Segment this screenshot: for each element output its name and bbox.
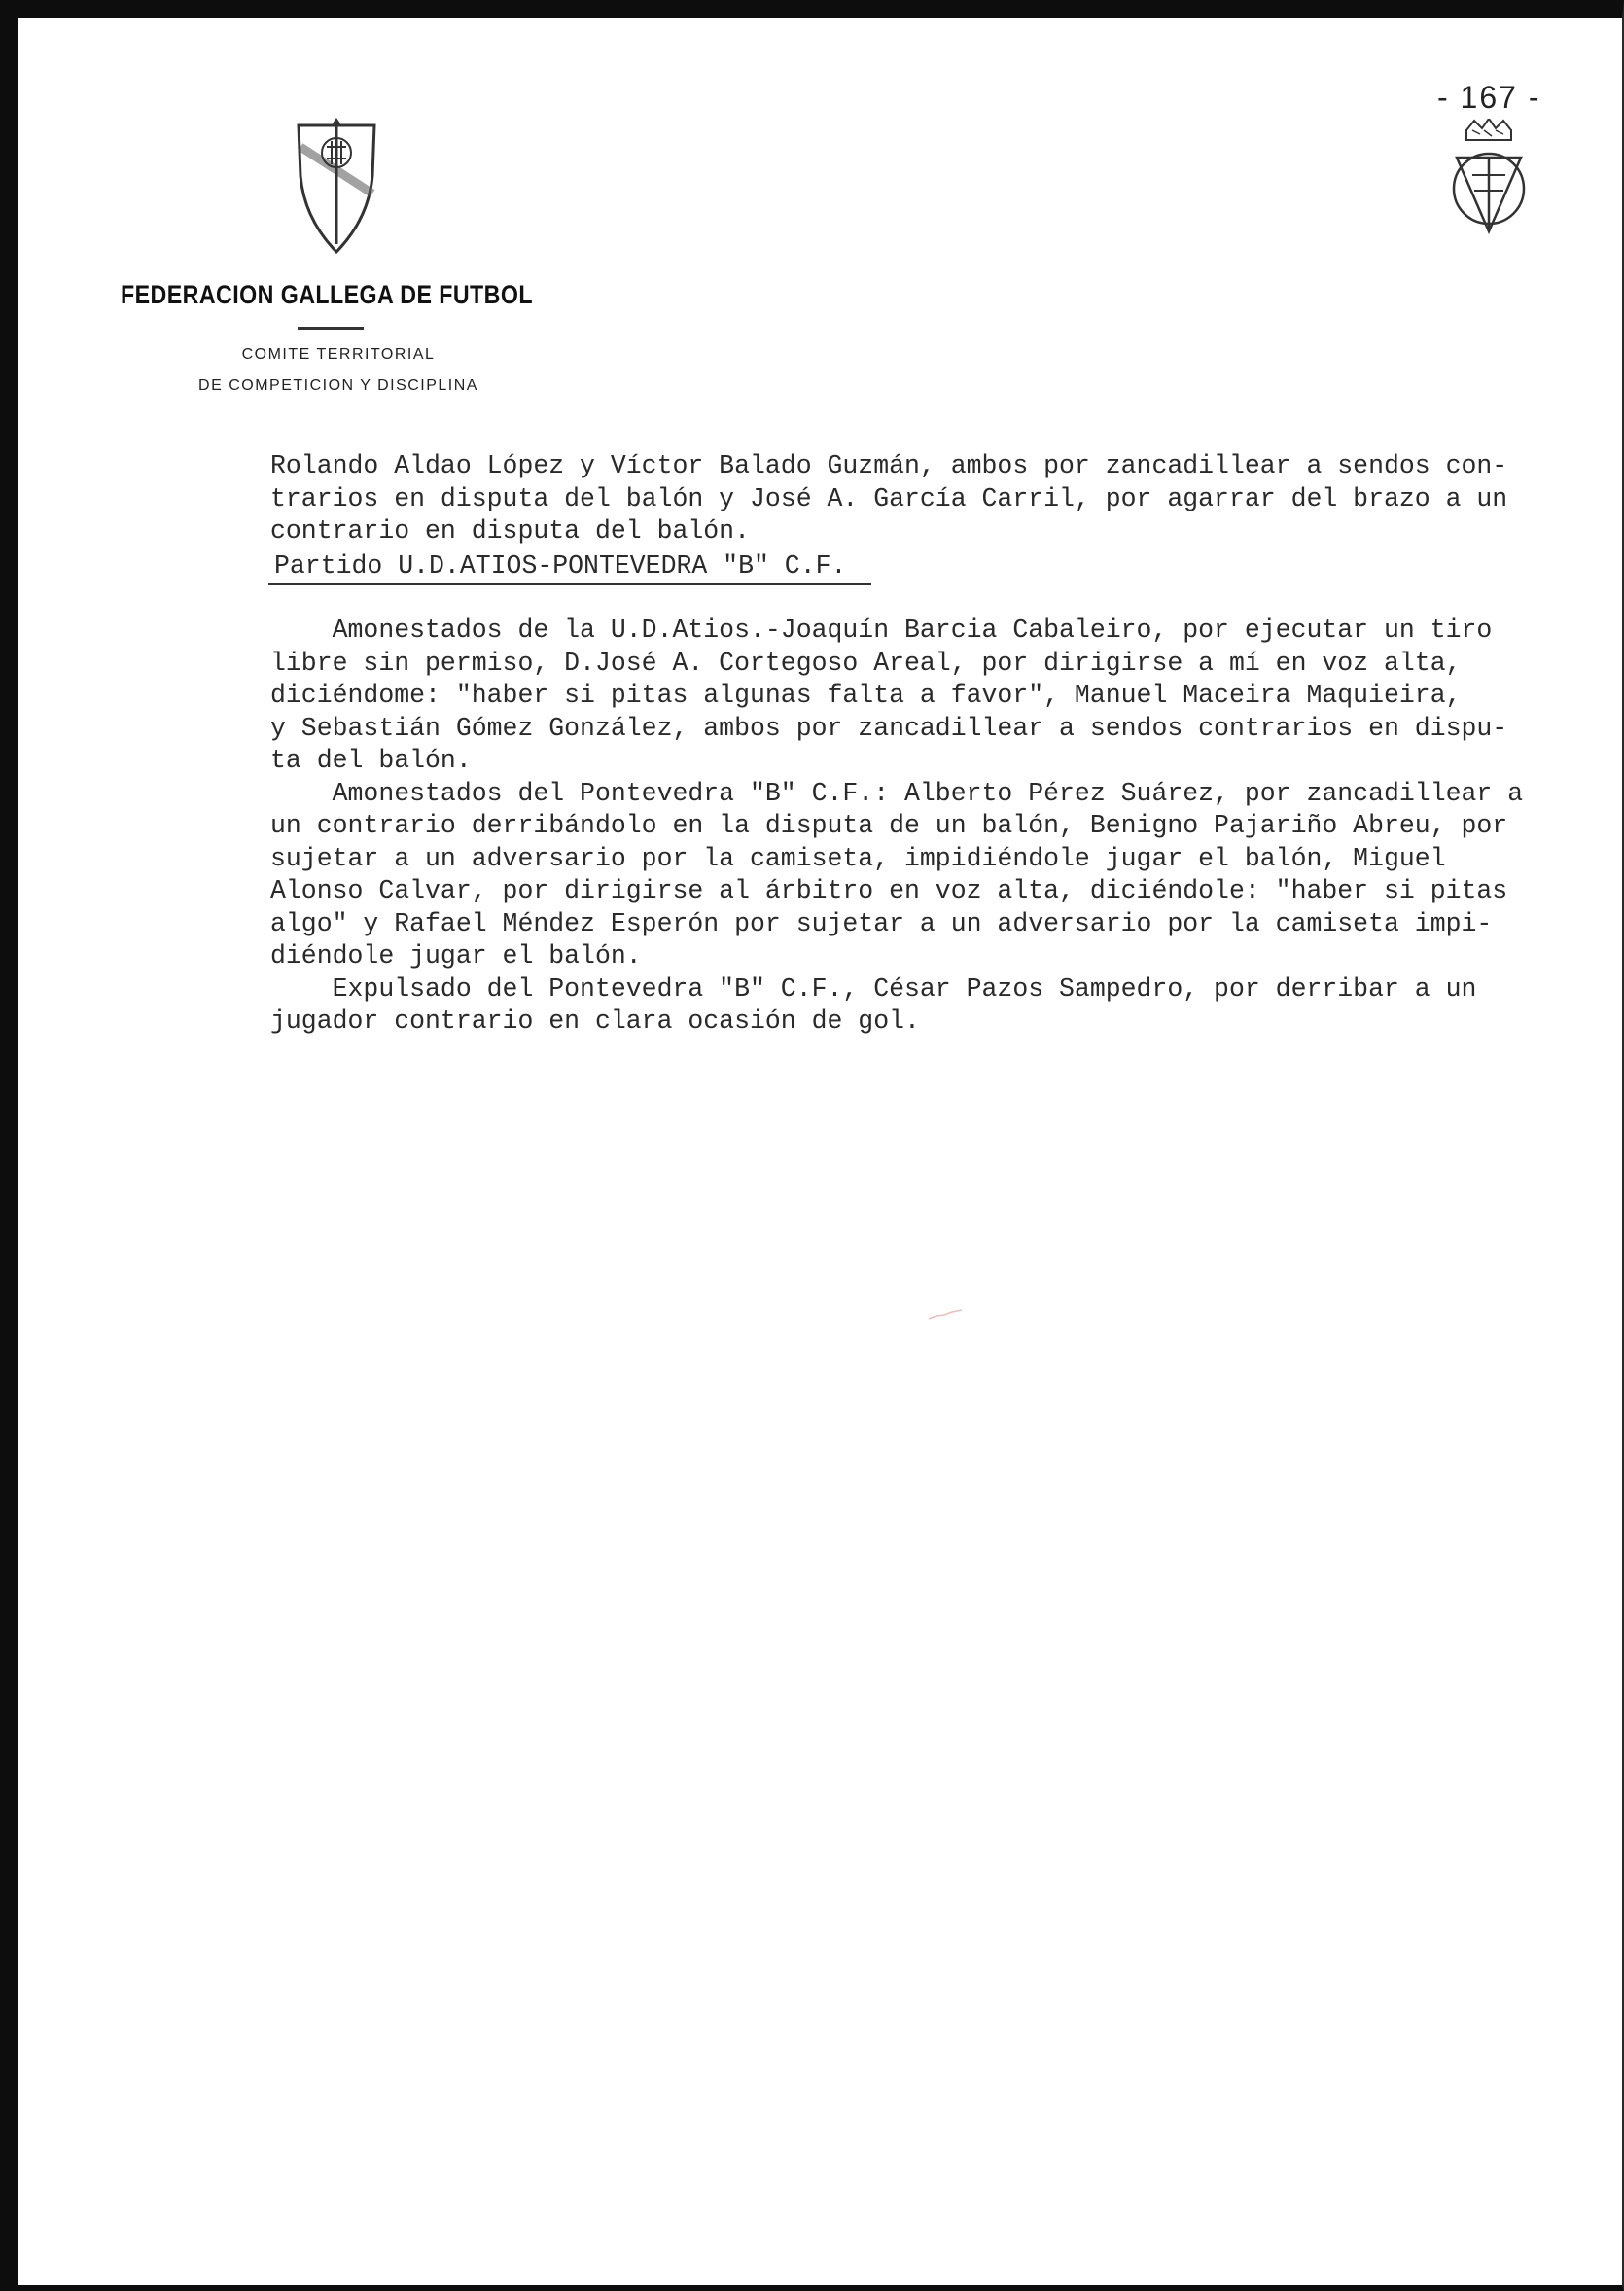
match-heading: Partido U.D.ATIOS-PONTEVEDRA "B" C.F. [274, 551, 847, 581]
text-line: libre sin permiso, D.José A. Cortegoso Areal, por dirigirse a mí en voz alta, [270, 648, 1462, 678]
text-line: Expulsado del Pontevedra "B" C.F., César Pazos Sampedro, por derribar a un [270, 973, 1477, 1004]
text-line: contrario en disputa del balón. [270, 516, 750, 546]
text-line: Alonso Calvar, por dirigirse al árbitro en voz alta, diciéndole: "haber si pitas [270, 876, 1508, 905]
text-line: trarios en disputa del balón y José A. García Carril, por agarrar del brazo a un [270, 483, 1508, 513]
text-line: diéndole jugar el balón. [270, 941, 642, 970]
page-number: - 167 - [1437, 80, 1541, 115]
text-line: algo" y Rafael Méndez Esperón por sujetar a un adversario por la camiseta impi- [270, 908, 1493, 938]
match-heading-underline [268, 583, 871, 585]
title-divider [298, 327, 364, 330]
text-line: jugador contrario en clara ocasión de gol. [270, 1006, 920, 1036]
text-line: Rolando Aldao López y Víctor Balado Guzmán, ambos por zancadillear a sendos con- [270, 451, 1508, 480]
committee-line-1: COMITE TERRITORIAL [241, 346, 436, 363]
federation-shield-logo [295, 118, 378, 256]
text-line: Amonestados del Pontevedra "B" C.F.: Alberto Pérez Suárez, por zancadillear a [270, 778, 1524, 808]
ink-smudge [927, 1309, 966, 1321]
text-line: diciéndome: "haber si pitas algunas falta a favor", Manuel Maceira Maquieira, [270, 681, 1462, 710]
organization-title: FEDERACION GALLEGA DE FUTBOL [121, 280, 533, 309]
text-line: un contrario derribándolo en la disputa de un balón, Benigno Pajariño Abreu, por [270, 811, 1508, 840]
intro-paragraph [270, 450, 1573, 548]
text-line: sujetar a un adversario por la camiseta, impidiéndole jugar el balón, Miguel [270, 843, 1446, 873]
text-line: Amonestados de la U.D.Atios.-Joaquín Barcia Cabaleiro, por ejecutar un tiro [270, 616, 1493, 645]
text-line: y Sebastián Gómez González, ambos por zancadillear a sendos contrarios en dispu- [270, 713, 1508, 743]
committee-line-2: DE COMPETICION Y DISCIPLINA [198, 377, 478, 394]
spanish-federation-crest-logo [1447, 119, 1531, 239]
text-line: ta del balón. [270, 746, 472, 775]
match-report [270, 615, 1573, 1039]
